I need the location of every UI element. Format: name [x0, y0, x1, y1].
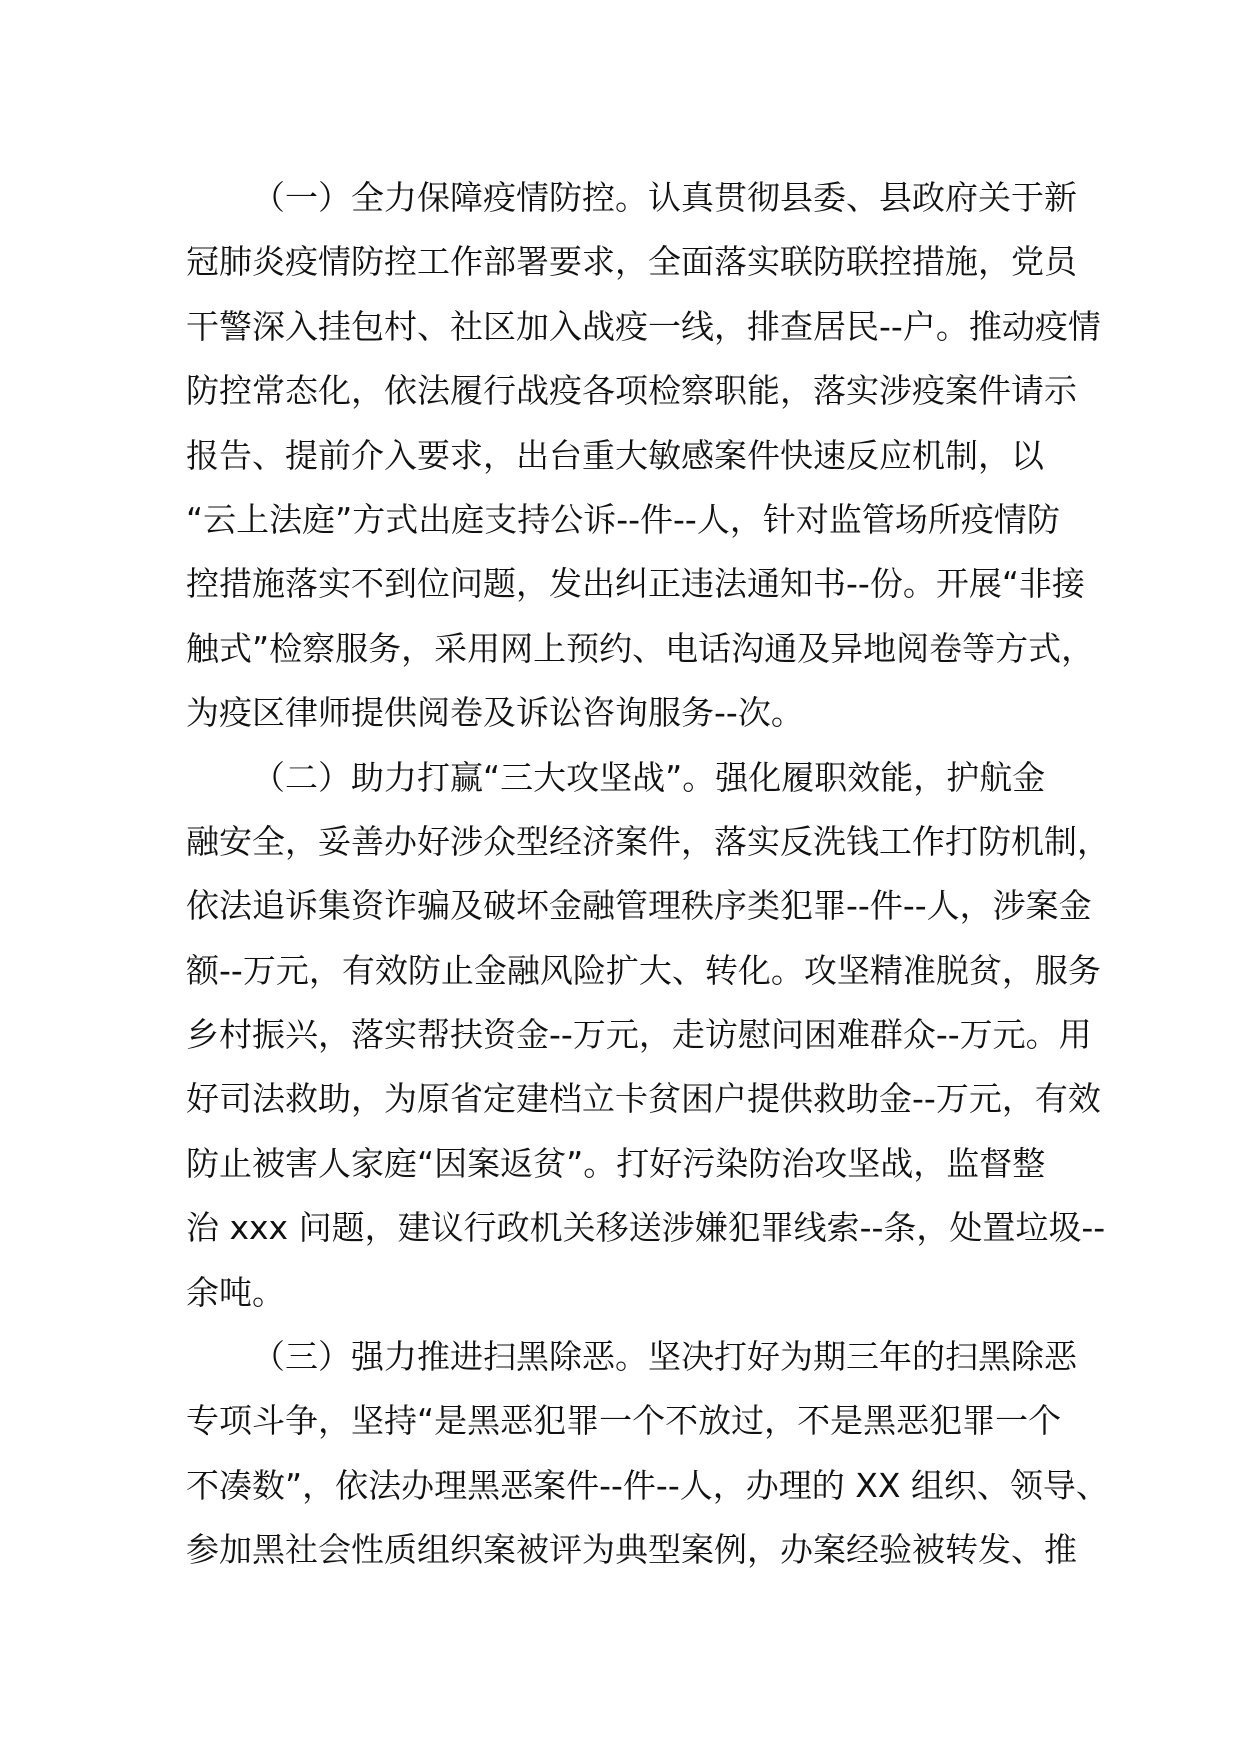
document-body — [186, 166, 1110, 1583]
paragraph-3-line-3: 不凑数”，依法办理黑恶案件--件--人，办理的 XX 组织、领导、 — [186, 1465, 1109, 1505]
paragraph-3-line-4: 参加黑社会性质组织案被评为典型案例，办案经验被转发、推 — [186, 1530, 1077, 1570]
paragraph-2-line-8: 治 xxx 问题，建议行政机关移送涉嫌犯罪线索--条，处置垃圾-- — [186, 1208, 1106, 1248]
paragraph-1-line-5: 报告、提前介入要求，出台重大敏感案件快速反应机制，以 — [186, 435, 1044, 475]
paragraph-2-line-6: 好司法救助，为原省定建档立卡贫困户提供救助金--万元，有效 — [186, 1079, 1101, 1119]
paragraph-1-line-3: 干警深入挂包村、社区加入战疫一线，排查居民--户。推动疫情 — [186, 306, 1101, 346]
paragraph-2-line-1: （二）助力打赢“三大攻坚战”。强化履职效能，护航金 — [252, 757, 1046, 797]
paragraph-2-line-2: 融安全，妥善办好涉众型经济案件，落实反洗钱工作打防机制， — [186, 821, 1110, 861]
paragraph-3-line-1: （三）强力推进扫黑除恶。坚决打好为期三年的扫黑除恶 — [252, 1337, 1077, 1377]
paragraph-1-line-7: 控措施落实不到位问题，发出纠正违法通知书--份。开展“非接 — [186, 564, 1085, 604]
paragraph-2-line-9: 余吨。 — [186, 1272, 285, 1312]
paragraph-1-line-1: （一）全力保障疫情防控。认真贯彻县委、县政府关于新 — [252, 178, 1077, 217]
paragraph-2-line-3: 依法追诉集资诈骗及破坏金融管理秩序类犯罪--件--人，涉案金 — [186, 886, 1092, 926]
paragraph-1-line-2: 冠肺炎疫情防控工作部署要求，全面落实联防联控措施，党员 — [186, 242, 1077, 282]
paragraph-2-line-5: 乡村振兴，落实帮扶资金--万元，走访慰问困难群众--万元。用 — [186, 1015, 1092, 1055]
paragraph-1-line-9: 为疫区律师提供阅卷及诉讼咨询服务--次。 — [186, 693, 804, 733]
paragraph-1-line-4: 防控常态化，依法履行战疫各项检察职能，落实涉疫案件请示 — [186, 371, 1077, 411]
paragraph-1-line-6: “云上法庭”方式出庭支持公诉--件--人，针对监管场所疫情防 — [186, 499, 1060, 539]
paragraph-3-line-2: 专项斗争，坚持“是黑恶犯罪一个不放过，不是黑恶犯罪一个 — [186, 1401, 1062, 1441]
paragraph-2-line-7: 防止被害人家庭“因案返贫”。打好污染防治攻坚战，监督整 — [186, 1143, 1046, 1183]
paragraph-2-line-4: 额--万元，有效防止金融风险扩大、转化。攻坚精准脱贫，服务 — [186, 950, 1101, 990]
paragraph-1-line-8: 触式”检察服务，采用网上预约、电话沟通及异地阅卷等方式， — [186, 628, 1095, 668]
